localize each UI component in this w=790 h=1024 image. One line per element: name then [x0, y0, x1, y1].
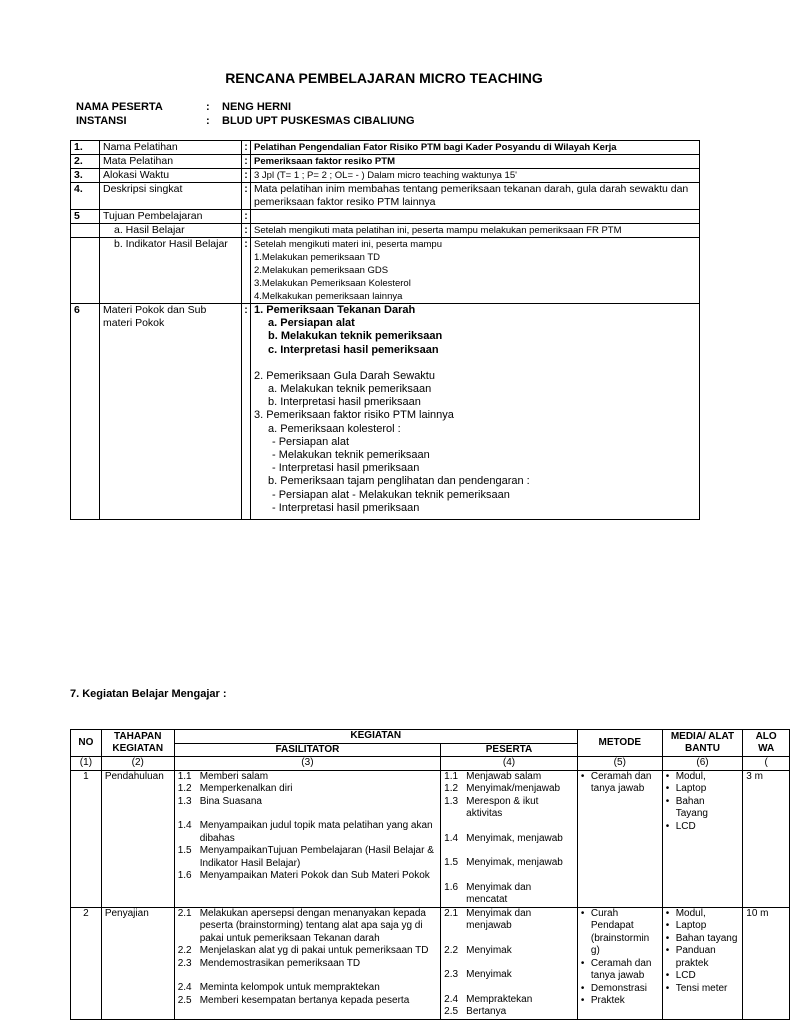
- header-metode: METODE: [577, 730, 662, 757]
- row-value: Pemeriksaan faktor resiko PTM: [251, 155, 700, 169]
- list-item: 2.2 Menjelaskan alat yg di pakai untuk pemeriksaan TD: [177, 945, 429, 956]
- colon: :: [242, 141, 251, 155]
- col-number: (4): [441, 757, 578, 771]
- colon: :: [242, 224, 251, 238]
- row-label: Mata Pelatihan: [100, 155, 242, 169]
- row-number: 1.: [71, 141, 100, 155]
- list-item: 2.3 Mendemostrasikan pemeriksaan TD: [177, 957, 361, 969]
- row-number: [71, 238, 100, 304]
- colon: :: [242, 155, 251, 169]
- header-media: MEDIA/ ALAT BANTU: [662, 730, 743, 757]
- indicator-line: 4.Melkakukan pemeriksaan lainnya: [254, 291, 403, 302]
- alokasi-cell: 10 m: [743, 907, 790, 1019]
- row-label: Deskripsi singkat: [100, 183, 242, 210]
- indicator-line: 1.Melakukan pemeriksaan TD: [254, 252, 381, 263]
- list-item: 2.3 Menyimak: [444, 969, 512, 980]
- row-value: 3 Jpl (T= 1 ; P= 2 ; OL= - ) Dalam micro teaching waktunya 15': [251, 169, 700, 183]
- indicator-line: 2.Melakukan pemeriksaan GDS: [254, 265, 389, 276]
- colon: :: [242, 304, 251, 520]
- stage-number: 1: [71, 770, 102, 907]
- colon: :: [242, 210, 251, 224]
- peserta-cell: [441, 907, 578, 1019]
- row-number: 5: [71, 210, 100, 224]
- col-number: (: [743, 757, 790, 771]
- row-number: 4.: [71, 183, 100, 210]
- list-item: 1.3 Merespon & ikut aktivitas: [444, 795, 539, 819]
- header-tahapan: TAHAPAN KEGIATAN: [101, 730, 174, 757]
- table-row: [71, 907, 790, 1019]
- list-item: • LCD: [665, 820, 696, 832]
- table-row: [71, 141, 700, 155]
- fasilitator-cell: [174, 770, 440, 907]
- col-number: (2): [101, 757, 174, 771]
- list-item: 1.6 Menyampaikan Materi Pokok dan Sub Materi Pokok: [177, 870, 430, 881]
- list-item: • LCD: [665, 970, 696, 981]
- row-value: Mata pelatihan inim membahas tentang pemeriksaan tekanan darah, gula darah sewaktu dan pemeriksaan faktor resiko PTM lainnya: [251, 183, 700, 210]
- header-alokasi: ALO WA: [743, 730, 790, 757]
- list-item: • Demonstrasi: [580, 982, 648, 994]
- row-label: Tujuan Pembelajaran: [100, 210, 242, 224]
- row-number: 6: [71, 304, 100, 520]
- table-row: [71, 224, 700, 238]
- peserta-cell: [441, 770, 578, 907]
- identity-instansi: [76, 114, 415, 128]
- section-heading: 7. Kegiatan Belajar Mengajar :: [70, 688, 227, 700]
- colon: :: [242, 238, 251, 304]
- col-number: (6): [662, 757, 743, 771]
- list-item: 1.5 Menyimak, menjawab: [444, 857, 563, 868]
- list-item: • Ceramah dan tanya jawab: [580, 770, 652, 794]
- metode-cell: [577, 770, 662, 907]
- nama-value: NENG HERNI: [222, 101, 292, 113]
- row-value: [251, 238, 700, 304]
- list-item: • Bahan tayang: [665, 932, 738, 944]
- materi-item: - Persiapan alat: [272, 435, 350, 448]
- list-item: 1.6 Menyimak dan mencatat: [444, 881, 532, 905]
- alokasi-cell: 3 m: [743, 770, 790, 907]
- colon: :: [242, 183, 251, 210]
- row-label: Nama Pelatihan: [100, 141, 242, 155]
- instansi-value: BLUD UPT PUSKESMAS CIBALIUNG: [222, 115, 415, 127]
- materi-item: a. Melakukan teknik pemeriksaan: [268, 383, 432, 396]
- list-item: 2.2 Menyimak: [444, 944, 512, 956]
- list-item: 1.1 Memberi salam: [177, 770, 269, 782]
- list-item: 1.5 MenyampaikanTujuan Pembelajaran (Hasil Belajar & Indikator Hasil Belajar): [177, 845, 434, 869]
- table-row: [71, 770, 790, 907]
- materi-item: 3. Pemeriksaan faktor risiko PTM lainnya: [254, 409, 454, 422]
- col-number: (3): [174, 757, 440, 771]
- list-item: 1.3 Bina Suasana: [177, 795, 262, 807]
- header-fasilitator: FASILITATOR: [174, 743, 440, 757]
- list-item: • Modul,: [665, 770, 706, 782]
- nama-label: NAMA PESERTA: [76, 101, 163, 113]
- table-row: [71, 183, 700, 210]
- list-item: • Tensi meter: [665, 982, 728, 994]
- list-item: 1.2 Menyimak/menjawab: [444, 783, 561, 794]
- list-item: • Laptop: [665, 920, 707, 931]
- materi-item: a. Pemeriksaan kolesterol :: [268, 422, 401, 435]
- list-item: 2.1 Melakukan apersepsi dengan menanyakan kepada peserta (brainstorming) tentang alat apa saja yg di pakai untuk pemeriksaan Tekanan darah: [177, 907, 426, 944]
- fasilitator-cell: [174, 907, 440, 1019]
- row-label: b. Indikator Hasil Belajar: [100, 238, 242, 304]
- table-row: [71, 304, 700, 520]
- materi-item: 2. Pemeriksaan Gula Darah Sewaktu: [254, 369, 435, 382]
- col-number: (1): [71, 757, 102, 771]
- list-item: 1.2 Memperkenalkan diri: [177, 783, 293, 794]
- materi-item: c. Interpretasi hasil pemeriksaan: [268, 343, 439, 356]
- kbm-table: [70, 729, 790, 1020]
- row-value: Pelatihan Pengendalian Fator Risiko PTM bagi Kader Posyandu di Wilayah Kerja: [251, 141, 700, 155]
- materi-item: - Melakukan teknik pemeriksaan: [272, 449, 430, 462]
- colon: :: [206, 101, 210, 113]
- page-title: RENCANA PEMBELAJARAN MICRO TEACHING: [225, 70, 543, 86]
- metode-cell: [577, 907, 662, 1019]
- list-item: • Panduan praktek: [665, 945, 716, 969]
- materi-item: b. Pemeriksaan tajam penglihatan dan pendengaran :: [268, 475, 530, 488]
- indicator-line: Setelah mengikuti materi ini, peserta mampu: [254, 239, 442, 250]
- header-peserta: PESERTA: [441, 743, 578, 757]
- col-number: (5): [577, 757, 662, 771]
- materi-item: - Interpretasi hasil pmeriksaan: [272, 501, 420, 514]
- indicator-line: 3.Melakukan Pemeriksaan Kolesterol: [254, 278, 411, 289]
- row-number: [71, 224, 100, 238]
- list-item: 2.4 Mempraktekan: [444, 993, 533, 1005]
- row-number: 3.: [71, 169, 100, 183]
- list-item: • Modul,: [665, 907, 706, 919]
- row-label: a. Hasil Belajar: [100, 224, 242, 238]
- materi-item: - Interpretasi hasil pmeriksaan: [272, 462, 420, 475]
- materi-item: 1. Pemeriksaan Tekanan Darah: [254, 304, 416, 316]
- media-cell: [662, 770, 743, 907]
- media-cell: [662, 907, 743, 1019]
- list-item: • Praktek: [580, 995, 625, 1006]
- table-header-row: [71, 730, 790, 744]
- identity-nama: [76, 100, 291, 114]
- list-item: 1.4 Menyampaikan judul topik mata pelatihan yang akan dibahas: [177, 820, 433, 844]
- stage-number: 2: [71, 907, 102, 1019]
- list-item: • Curah Pendapat (brainstormin g): [580, 907, 650, 956]
- row-value: [251, 304, 700, 520]
- list-item: 2.5 Bertanya: [444, 1006, 507, 1017]
- table-row: [71, 155, 700, 169]
- list-item: • Laptop: [665, 783, 707, 794]
- list-item: 2.1 Menyimak dan menjawab: [444, 907, 532, 931]
- materi-item: b. Interpretasi hasil pmeriksaan: [268, 396, 421, 409]
- materi-item: - Persiapan alat - Melakukan teknik pemeriksaan: [272, 488, 510, 501]
- row-label: Materi Pokok dan Sub materi Pokok: [100, 304, 242, 520]
- instansi-label: INSTANSI: [76, 115, 127, 127]
- colon: :: [242, 169, 251, 183]
- list-item: 1.1 Menjawab salam: [444, 770, 542, 782]
- table-row: [71, 210, 700, 224]
- row-label: Alokasi Waktu: [100, 169, 242, 183]
- row-number: 2.: [71, 155, 100, 169]
- stage-name: Penyajian: [101, 907, 174, 1019]
- column-number-row: [71, 757, 790, 771]
- stage-name: Pendahuluan: [101, 770, 174, 907]
- lesson-plan-table: [70, 140, 700, 520]
- list-item: 2.4 Meminta kelompok untuk mempraktekan: [177, 982, 380, 993]
- row-value: [251, 210, 700, 224]
- header-kegiatan: KEGIATAN: [174, 730, 577, 744]
- header-no: NO: [71, 730, 102, 757]
- materi-item: b. Melakukan teknik pemeriksaan: [268, 330, 443, 343]
- list-item: 2.5 Memberi kesempatan bertanya kepada peserta: [177, 994, 410, 1006]
- list-item: 1.4 Menyimak, menjawab: [444, 832, 563, 844]
- list-item: • Bahan Tayang: [665, 795, 708, 819]
- table-row: [71, 169, 700, 183]
- row-value: Setelah mengikuti mata pelatihan ini, peserta mampu melakukan pemeriksaan FR PTM: [251, 224, 700, 238]
- list-item: • Ceramah dan tanya jawab: [580, 957, 652, 981]
- materi-item: a. Persiapan alat: [268, 317, 355, 330]
- table-row: [71, 238, 700, 304]
- colon: :: [206, 115, 210, 127]
